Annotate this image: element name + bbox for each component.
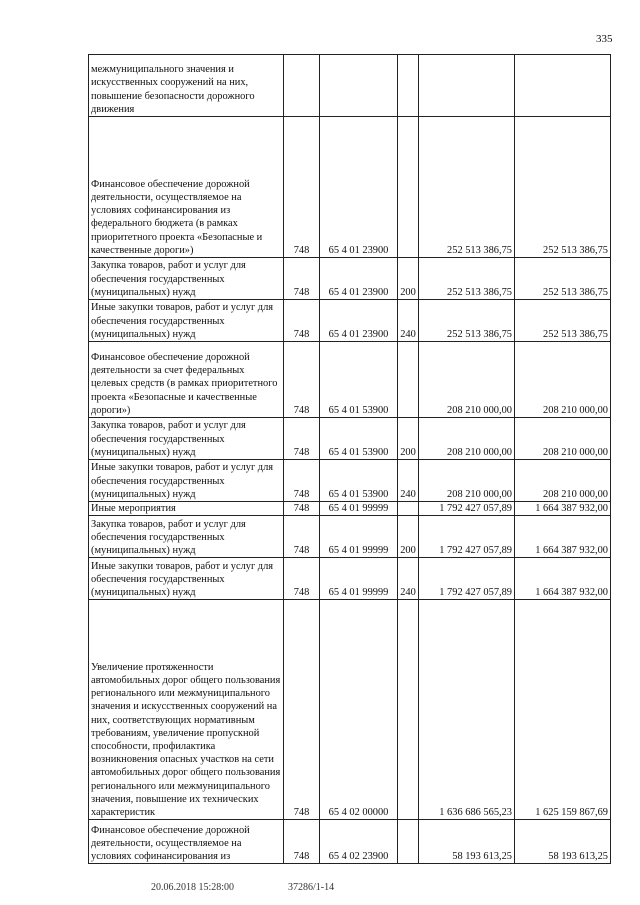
row-expense-type: 240	[398, 558, 419, 600]
row-amount-year-2: 1 625 159 867,69	[515, 600, 611, 820]
row-amount-year-1: 1 792 427 057,89	[419, 558, 515, 600]
table-row	[89, 502, 611, 516]
budget-table	[88, 54, 611, 864]
row-amount-year-2: 1 664 387 932,00	[515, 502, 611, 516]
row-name: Иные закупки товаров, работ и услуг для обеспечения государственных (муниципальных) нужд	[89, 558, 284, 600]
row-ministry-code: 748	[284, 418, 320, 460]
row-ministry-code: 748	[284, 460, 320, 502]
row-target-article: 65 4 02 00000	[320, 600, 398, 820]
row-name: Закупка товаров, работ и услуг для обеспечения государственных (муниципальных) нужд	[89, 418, 284, 460]
table-row	[89, 516, 611, 558]
budget-table-body	[89, 55, 611, 864]
row-ministry-code: 748	[284, 516, 320, 558]
row-amount-year-1: 1 636 686 565,23	[419, 600, 515, 820]
row-expense-type	[398, 342, 419, 418]
page-number: 335	[596, 33, 613, 45]
row-amount-year-1: 208 210 000,00	[419, 418, 515, 460]
table-row	[89, 55, 611, 117]
row-name: Финансовое обеспечение дорожной деятельности, осуществляемое на условиях софинансирования из федерального бюджета (в рамках приоритетного проекта «Безопасные и качественные дороги»)	[89, 117, 284, 258]
row-amount-year-1: 252 513 386,75	[419, 300, 515, 342]
table-row	[89, 558, 611, 600]
row-expense-type	[398, 55, 419, 117]
row-name: Закупка товаров, работ и услуг для обеспечения государственных (муниципальных) нужд	[89, 258, 284, 300]
row-amount-year-2: 252 513 386,75	[515, 258, 611, 300]
footer-doc-number: 37286/1-14	[288, 882, 335, 893]
row-amount-year-2: 252 513 386,75	[515, 117, 611, 258]
row-amount-year-2	[515, 55, 611, 117]
row-target-article: 65 4 01 53900	[320, 342, 398, 418]
table-row	[89, 418, 611, 460]
table-row	[89, 820, 611, 864]
footer-datetime: 20.06.2018 15:28:00	[151, 882, 235, 893]
row-target-article: 65 4 01 53900	[320, 418, 398, 460]
table-row	[89, 460, 611, 502]
row-expense-type	[398, 502, 419, 516]
row-amount-year-1: 1 792 427 057,89	[419, 516, 515, 558]
row-name: Финансовое обеспечение дорожной деятельности, осуществляемое на условиях софинансирования из	[89, 820, 284, 864]
row-amount-year-2: 1 664 387 932,00	[515, 558, 611, 600]
row-target-article: 65 4 01 23900	[320, 300, 398, 342]
row-name: Иные мероприятия	[89, 502, 284, 516]
row-amount-year-1: 1 792 427 057,89	[419, 502, 515, 516]
row-expense-type: 200	[398, 418, 419, 460]
row-target-article	[320, 55, 398, 117]
table-row	[89, 117, 611, 258]
row-amount-year-2: 58 193 613,25	[515, 820, 611, 864]
row-amount-year-2: 208 210 000,00	[515, 460, 611, 502]
table-row	[89, 342, 611, 418]
row-amount-year-2: 208 210 000,00	[515, 342, 611, 418]
row-target-article: 65 4 01 23900	[320, 258, 398, 300]
row-amount-year-1	[419, 55, 515, 117]
row-ministry-code: 748	[284, 600, 320, 820]
row-ministry-code: 748	[284, 502, 320, 516]
row-amount-year-2: 252 513 386,75	[515, 300, 611, 342]
row-target-article: 65 4 01 99999	[320, 516, 398, 558]
row-amount-year-2: 208 210 000,00	[515, 418, 611, 460]
row-ministry-code: 748	[284, 117, 320, 258]
row-name: Финансовое обеспечение дорожной деятельности за счет федеральных целевых средств (в рамках приоритетного проекта «Безопасные и качественные дороги»)	[89, 342, 284, 418]
row-expense-type	[398, 600, 419, 820]
row-ministry-code: 748	[284, 342, 320, 418]
row-target-article: 65 4 01 53900	[320, 460, 398, 502]
table-row	[89, 600, 611, 820]
row-amount-year-1: 208 210 000,00	[419, 342, 515, 418]
row-amount-year-1: 58 193 613,25	[419, 820, 515, 864]
row-target-article: 65 4 01 99999	[320, 558, 398, 600]
row-amount-year-1: 252 513 386,75	[419, 117, 515, 258]
row-name: Иные закупки товаров, работ и услуг для обеспечения государственных (муниципальных) нужд	[89, 300, 284, 342]
row-ministry-code	[284, 55, 320, 117]
row-amount-year-2: 1 664 387 932,00	[515, 516, 611, 558]
row-expense-type: 200	[398, 258, 419, 300]
row-amount-year-1: 208 210 000,00	[419, 460, 515, 502]
row-target-article: 65 4 01 23900	[320, 117, 398, 258]
row-ministry-code: 748	[284, 258, 320, 300]
table-row	[89, 258, 611, 300]
row-expense-type: 240	[398, 460, 419, 502]
row-expense-type	[398, 820, 419, 864]
row-expense-type: 240	[398, 300, 419, 342]
row-name: Иные закупки товаров, работ и услуг для обеспечения государственных (муниципальных) нужд	[89, 460, 284, 502]
table-row	[89, 300, 611, 342]
row-ministry-code: 748	[284, 558, 320, 600]
row-name: межмуниципального значения и искусственных сооружений на них, повышение безопасности дорожного движения	[89, 55, 284, 117]
row-ministry-code: 748	[284, 300, 320, 342]
row-target-article: 65 4 02 23900	[320, 820, 398, 864]
row-amount-year-1: 252 513 386,75	[419, 258, 515, 300]
row-ministry-code: 748	[284, 820, 320, 864]
row-name: Закупка товаров, работ и услуг для обеспечения государственных (муниципальных) нужд	[89, 516, 284, 558]
row-expense-type: 200	[398, 516, 419, 558]
row-name: Увеличение протяженности автомобильных дорог общего пользования регионального или межмуниципального значения и искусственных сооружений на них, соответствующих нормативным требованиям, увеличение пропускной способности, профилактика возникновения опасных участков на сети автомобильных дорог общего пользования регионального или межмуниципального значения, повышение их технических характеристик	[89, 600, 284, 820]
row-target-article: 65 4 01 99999	[320, 502, 398, 516]
row-expense-type	[398, 117, 419, 258]
